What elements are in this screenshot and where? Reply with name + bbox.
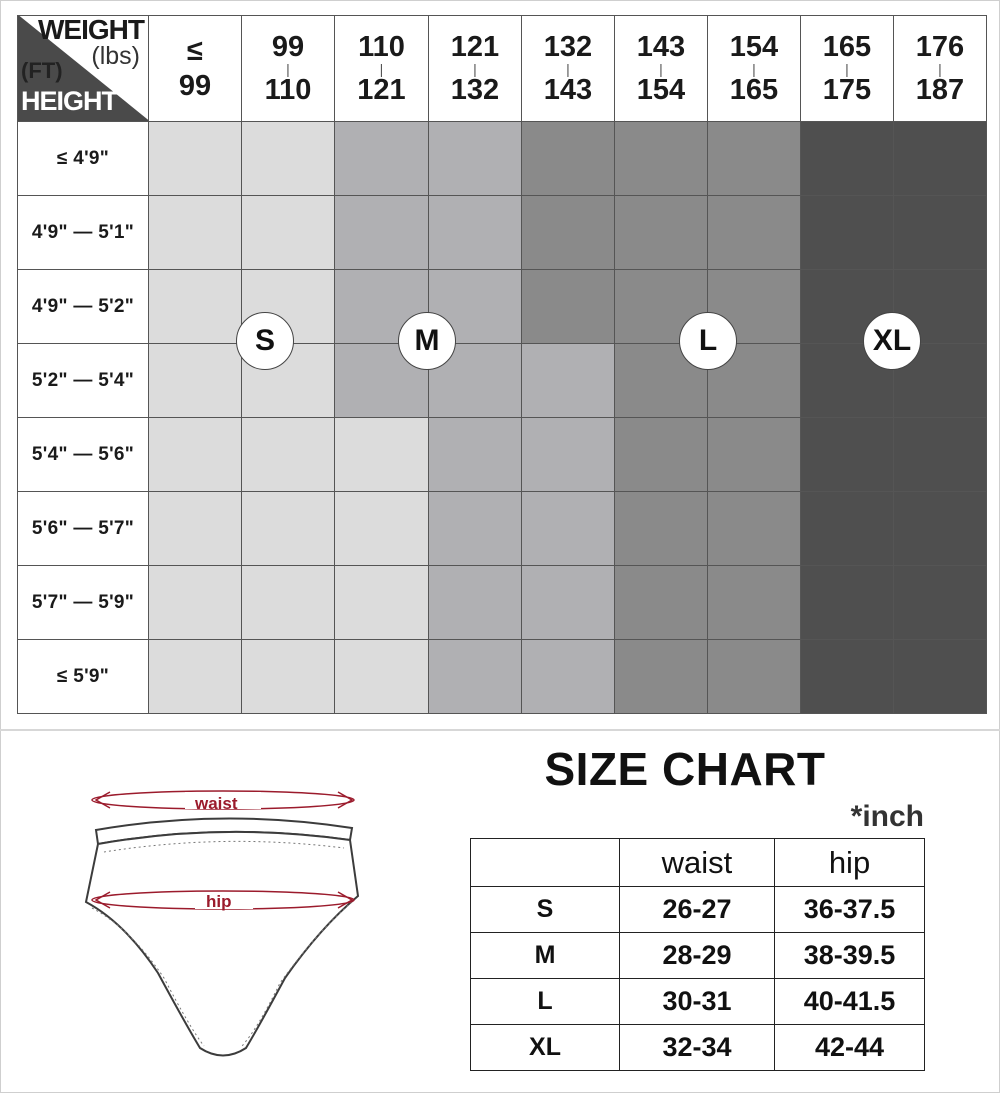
size-cell-s [149, 344, 242, 418]
height-range-label: 5'7" — 5'9" [18, 566, 149, 640]
weight-range-end: 187 [915, 73, 965, 106]
measurement-row [471, 933, 925, 979]
size-cell-s [242, 566, 335, 640]
weight-range-end: 99 [178, 69, 212, 102]
weight-header-6 [708, 16, 801, 122]
height-axis-label: HEIGHT [21, 86, 118, 116]
height-range-label: 4'9" — 5'2" [18, 270, 149, 344]
size-cell-m [429, 418, 522, 492]
weight-range-start: 154 [729, 30, 779, 63]
size-badge-xl: XL [863, 312, 921, 370]
size-cell: M [471, 933, 620, 979]
size-cell-l [708, 566, 801, 640]
range-separator: | [379, 60, 384, 77]
size-badge-m: M [398, 312, 456, 370]
size-cell-m [522, 492, 615, 566]
height-row [18, 492, 987, 566]
size-cell-xl [801, 122, 894, 196]
waist-column-header: waist [620, 839, 775, 887]
unit-label: *inch [850, 800, 924, 833]
size-cell-l [708, 122, 801, 196]
weight-range-start: ≤ [187, 34, 203, 67]
hip-label: hip [206, 892, 232, 911]
range-separator: | [566, 60, 570, 77]
weight-header-3 [429, 16, 522, 122]
size-cell-s [335, 640, 429, 714]
size-cell-m [522, 418, 615, 492]
size-badge-l: L [679, 312, 737, 370]
size-cell-s [149, 418, 242, 492]
size-cell-l [522, 122, 615, 196]
waist-cell: 30-31 [620, 979, 775, 1025]
weight-range-end: 121 [357, 73, 406, 106]
size-cell-m [522, 566, 615, 640]
height-row [18, 566, 987, 640]
size-cell-s [149, 196, 242, 270]
size-cell-l [708, 418, 801, 492]
size-cell-xl [894, 492, 987, 566]
height-row [18, 270, 987, 344]
size-cell-s [242, 418, 335, 492]
height-range-label: ≤ 5'9" [18, 640, 149, 714]
section-divider [0, 729, 1000, 731]
corner-cell [18, 16, 149, 122]
weight-range-start: 143 [636, 30, 686, 63]
size-cell: S [471, 887, 620, 933]
weight-header-4 [522, 16, 615, 122]
size-cell-m [522, 344, 615, 418]
size-chart-title: SIZE CHART [544, 743, 826, 795]
measurement-row [471, 1025, 925, 1071]
size-cell-xl [801, 640, 894, 714]
size-cell-m [429, 492, 522, 566]
size-cell-l [615, 418, 708, 492]
measurement-header-row [471, 839, 925, 887]
size-cell-s [242, 640, 335, 714]
size-cell-s [149, 566, 242, 640]
weight-header-0 [149, 16, 242, 122]
hip-cell: 36-37.5 [775, 887, 925, 933]
size-column-header [471, 839, 620, 887]
size-cell: XL [471, 1025, 620, 1071]
measurement-row [471, 979, 925, 1025]
size-cell-s [149, 640, 242, 714]
height-row [18, 196, 987, 270]
size-cell-s [335, 418, 429, 492]
size-cell-xl [894, 122, 987, 196]
height-unit-label: (FT) [21, 58, 63, 83]
weight-range-end: 154 [636, 73, 686, 106]
size-cell-xl [894, 640, 987, 714]
hip-cell: 40-41.5 [775, 979, 925, 1025]
measurement-row [471, 887, 925, 933]
height-range-label: 5'4" — 5'6" [18, 418, 149, 492]
size-cell-s [242, 122, 335, 196]
size-cell-l [708, 640, 801, 714]
height-range-label: 4'9" — 5'1" [18, 196, 149, 270]
size-cell-m [429, 566, 522, 640]
range-separator: | [845, 60, 849, 77]
weight-range-end: 175 [822, 73, 872, 106]
briefs-diagram [80, 778, 380, 1073]
weight-height-table [17, 15, 987, 714]
height-range-label: 5'2" — 5'4" [18, 344, 149, 418]
hip-column-header: hip [775, 839, 925, 887]
weight-header-1 [242, 16, 335, 122]
size-cell-m [522, 640, 615, 714]
weight-range-start: 165 [822, 30, 872, 63]
size-cell-l [615, 492, 708, 566]
range-separator: | [938, 60, 942, 77]
range-separator: | [286, 60, 290, 77]
range-separator: | [659, 60, 663, 77]
weight-header-row [18, 16, 987, 122]
height-row [18, 418, 987, 492]
weight-range-end: 110 [264, 73, 312, 106]
size-cell-xl [894, 196, 987, 270]
size-cell-s [335, 566, 429, 640]
size-cell-s [335, 492, 429, 566]
weight-header-5 [615, 16, 708, 122]
weight-unit-label: (lbs) [91, 42, 140, 70]
briefs-illustration [80, 778, 380, 1068]
weight-range-start: 176 [915, 30, 965, 63]
hip-cell: 38-39.5 [775, 933, 925, 979]
size-cell-l [615, 122, 708, 196]
size-cell-l [522, 270, 615, 344]
size-cell-l [708, 196, 801, 270]
weight-range-end: 143 [543, 73, 593, 106]
weight-header-2 [335, 16, 429, 122]
height-range-label: 5'6" — 5'7" [18, 492, 149, 566]
weight-range-start: 132 [543, 30, 593, 63]
range-separator: | [473, 60, 477, 77]
range-separator: | [752, 60, 756, 77]
waist-label: waist [195, 794, 238, 813]
size-cell-s [149, 122, 242, 196]
size-cell: L [471, 979, 620, 1025]
size-grid-body [18, 122, 987, 714]
height-range-label: ≤ 4'9" [18, 122, 149, 196]
waist-cell: 28-29 [620, 933, 775, 979]
size-cell-l [708, 492, 801, 566]
height-row [18, 344, 987, 418]
weight-range-start: 110 [358, 30, 405, 63]
size-cell-xl [801, 196, 894, 270]
weight-header-8 [894, 16, 987, 122]
weight-range-start: 99 [271, 30, 305, 63]
size-cell-s [149, 492, 242, 566]
hip-cell: 42-44 [775, 1025, 925, 1071]
size-cell-s [242, 196, 335, 270]
size-cell-m [335, 196, 429, 270]
height-row [18, 640, 987, 714]
size-badge-s: S [236, 312, 294, 370]
weight-axis-label: WEIGHT [38, 14, 144, 45]
size-cell-s [149, 270, 242, 344]
size-cell-xl [801, 418, 894, 492]
measurement-table [470, 838, 925, 1071]
size-cell-l [615, 640, 708, 714]
weight-range-start: 121 [450, 30, 500, 63]
size-matrix [17, 15, 987, 714]
size-cell-l [615, 566, 708, 640]
size-cell-xl [801, 566, 894, 640]
size-cell-xl [801, 492, 894, 566]
weight-range-end: 165 [729, 73, 779, 106]
size-cell-s [242, 492, 335, 566]
size-cell-l [522, 196, 615, 270]
waist-cell: 26-27 [620, 887, 775, 933]
size-cell-l [615, 196, 708, 270]
size-cell-m [429, 196, 522, 270]
size-cell-m [429, 122, 522, 196]
size-cell-m [335, 122, 429, 196]
waist-cell: 32-34 [620, 1025, 775, 1071]
weight-range-end: 132 [450, 73, 500, 106]
height-row [18, 122, 987, 196]
weight-header-7 [801, 16, 894, 122]
size-cell-xl [894, 566, 987, 640]
size-cell-xl [894, 418, 987, 492]
size-cell-m [429, 640, 522, 714]
